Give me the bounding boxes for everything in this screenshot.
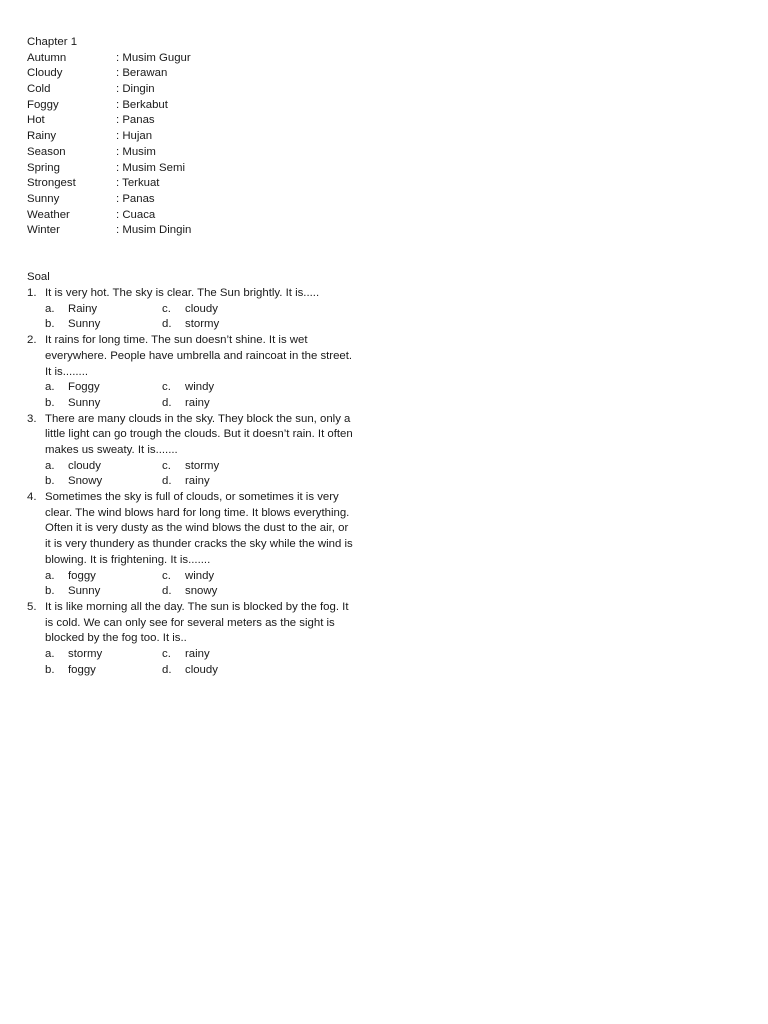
option-letter: d.: [162, 585, 172, 598]
vocab-indonesian: : Panas: [116, 192, 155, 205]
question-number: 4.: [27, 491, 37, 504]
option-row: [27, 474, 367, 490]
option-letter: d.: [162, 318, 172, 331]
answer-option: [162, 380, 279, 396]
answer-option: [45, 569, 162, 585]
vocab-row: [27, 98, 367, 114]
question-number: 2.: [27, 334, 37, 347]
vocab-english: Cloudy: [27, 67, 63, 80]
option-text: stormy: [185, 318, 220, 331]
question-row: [27, 412, 367, 459]
option-row: [27, 380, 367, 396]
option-text: windy: [185, 569, 215, 582]
option-text: foggy: [68, 663, 96, 676]
option-text: rainy: [185, 475, 210, 488]
vocab-indonesian: : Berkabut: [116, 98, 168, 111]
vocab-english: Hot: [27, 114, 45, 127]
vocab-english: Strongest: [27, 177, 76, 190]
vocab-english: Foggy: [27, 98, 59, 111]
option-text: Snowy: [68, 475, 103, 488]
vocab-row: [27, 208, 367, 224]
vocab-indonesian: : Hujan: [116, 130, 153, 143]
question-text: Sometimes the sky is full of clouds, or sometimes it is very clear. The wind blows hard for long time. It blows everything. Often it is very dusty as the wind blows the dust to the air, or it is very thundery as thunder cracks the sky while the wind is blowing. It is frightening. It is.......: [45, 491, 353, 566]
answer-option: [162, 474, 279, 490]
option-text: windy: [185, 381, 215, 394]
vocab-row: [27, 129, 367, 145]
option-row: [27, 396, 367, 412]
answer-option: [45, 584, 162, 600]
option-letter: b.: [45, 396, 55, 409]
option-letter: c.: [162, 302, 171, 315]
answer-option: [45, 647, 162, 663]
option-letter: d.: [162, 663, 172, 676]
option-letter: a.: [45, 302, 55, 315]
option-text: Sunny: [68, 396, 101, 409]
answer-option: [162, 569, 279, 585]
answer-option: [45, 317, 162, 333]
vocab-row: [27, 113, 367, 129]
answer-option: [162, 317, 279, 333]
option-text: foggy: [68, 569, 96, 582]
question-item: [27, 600, 367, 678]
option-row: [27, 459, 367, 475]
option-text: cloudy: [185, 302, 218, 315]
answer-option: [45, 663, 162, 679]
option-row: [27, 302, 367, 318]
answer-option: [162, 302, 279, 318]
question-item: [27, 412, 367, 490]
answer-option: [162, 584, 279, 600]
option-row: [27, 317, 367, 333]
vocab-indonesian: : Dingin: [116, 83, 155, 96]
question-text: It is like morning all the day. The sun is blocked by the fog. It is cold. We can only see for several meters as the sight is blocked by the fog too. It is..: [45, 600, 349, 645]
option-letter: a.: [45, 648, 55, 661]
question-number: 1.: [27, 287, 37, 300]
vocab-row: [27, 82, 367, 98]
question-row: [27, 333, 367, 380]
option-letter: d.: [162, 475, 172, 488]
vocab-indonesian: : Cuaca: [116, 208, 156, 221]
vocab-indonesian: : Musim Gugur: [116, 51, 191, 64]
vocab-english: Sunny: [27, 192, 60, 205]
answer-option: [45, 474, 162, 490]
answer-option: [162, 647, 279, 663]
vocab-row: [27, 176, 367, 192]
option-text: stormy: [68, 648, 103, 661]
option-text: Rainy: [68, 302, 98, 315]
option-text: cloudy: [68, 459, 101, 472]
vocab-row: [27, 51, 367, 67]
question-text: There are many clouds in the sky. They block the sun, only a little light can go trough the clouds. But it doesn’t rain. It often makes us sweaty. It is.......: [45, 412, 353, 456]
question-text: It rains for long time. The sun doesn’t shine. It is wet everywhere. People have umbrella and raincoat in the street. It is........: [45, 334, 353, 378]
vocab-row: [27, 192, 367, 208]
question-list: [27, 286, 367, 678]
answer-option: [45, 302, 162, 318]
vocabulary-list: [27, 51, 367, 239]
option-row: [27, 584, 367, 600]
option-letter: b.: [45, 663, 55, 676]
option-letter: c.: [162, 648, 171, 661]
soal-title: Soal: [27, 271, 50, 284]
question-item: [27, 490, 367, 600]
option-letter: b.: [45, 585, 55, 598]
option-letter: b.: [45, 475, 55, 488]
vocab-english: Cold: [27, 83, 51, 96]
question-number: 5.: [27, 600, 37, 613]
question-text: It is very hot. The sky is clear. The Sun brightly. It is.....: [45, 287, 320, 300]
option-letter: d.: [162, 396, 172, 409]
question-row: [27, 286, 367, 302]
question-item: [27, 333, 367, 411]
option-text: Sunny: [68, 318, 101, 331]
option-text: rainy: [185, 396, 210, 409]
option-text: stormy: [185, 459, 220, 472]
option-text: Foggy: [68, 381, 100, 394]
option-letter: c.: [162, 459, 171, 472]
vocab-indonesian: : Terkuat: [116, 177, 160, 190]
vocab-indonesian: : Musim Semi: [116, 161, 185, 174]
answer-option: [162, 663, 279, 679]
vocab-english: Spring: [27, 161, 60, 174]
option-letter: b.: [45, 318, 55, 331]
option-letter: a.: [45, 459, 55, 472]
option-row: [27, 663, 367, 679]
vocab-english: Autumn: [27, 51, 67, 64]
answer-option: [162, 396, 279, 412]
vocab-row: [27, 223, 367, 239]
option-text: rainy: [185, 648, 210, 661]
vocab-english: Winter: [27, 224, 60, 237]
option-text: Sunny: [68, 585, 101, 598]
option-row: [27, 647, 367, 663]
question-item: [27, 286, 367, 333]
answer-option: [45, 380, 162, 396]
question-row: [27, 490, 367, 569]
option-letter: a.: [45, 381, 55, 394]
option-text: cloudy: [185, 663, 218, 676]
answer-option: [162, 459, 279, 475]
option-letter: a.: [45, 569, 55, 582]
document-content: [27, 35, 367, 678]
vocab-indonesian: : Berawan: [116, 67, 168, 80]
vocab-indonesian: : Panas: [116, 114, 155, 127]
answer-option: [45, 459, 162, 475]
option-letter: c.: [162, 381, 171, 394]
question-row: [27, 600, 367, 647]
vocab-english: Season: [27, 145, 66, 158]
vocab-indonesian: : Musim Dingin: [116, 224, 192, 237]
vocab-indonesian: : Musim: [116, 145, 156, 158]
option-row: [27, 569, 367, 585]
section-spacer: [27, 239, 367, 270]
question-number: 3.: [27, 412, 37, 425]
vocab-row: [27, 161, 367, 177]
answer-option: [45, 396, 162, 412]
vocab-row: [27, 66, 367, 82]
option-text: snowy: [185, 585, 218, 598]
option-letter: c.: [162, 569, 171, 582]
vocab-english: Weather: [27, 208, 70, 221]
vocab-english: Rainy: [27, 130, 57, 143]
chapter-title: Chapter 1: [27, 36, 78, 48]
vocab-row: [27, 145, 367, 161]
